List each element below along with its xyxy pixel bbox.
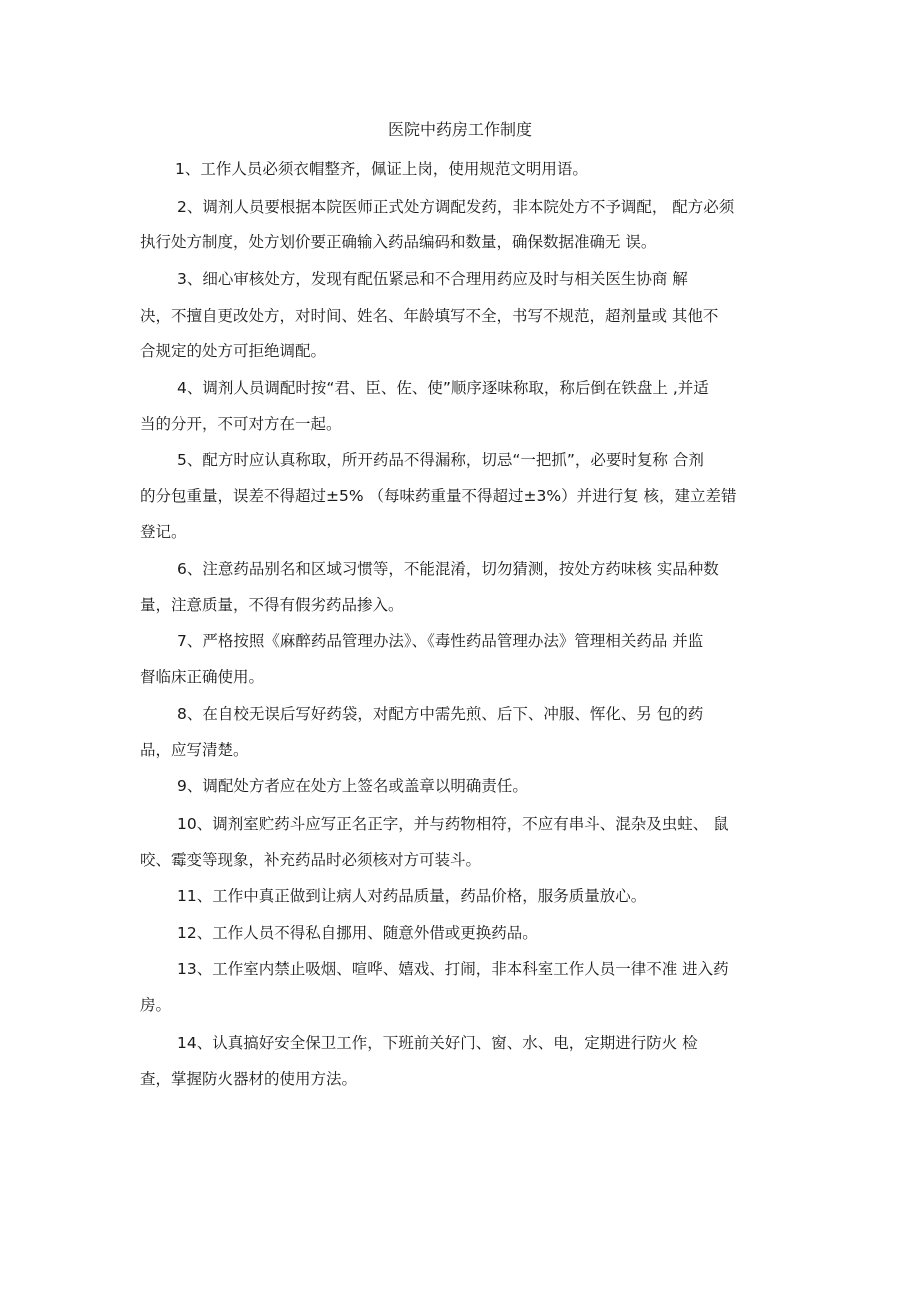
rule-7-line-2: 督临床正确使用。 (140, 668, 265, 686)
rule-3-line-2: 决，不擅自更改处方，对时间、姓名、年龄填写不全，书写不规范，超剂量或 其他不 (140, 307, 719, 325)
rule-13-line-1: 13、工作室内禁止吸烟、喧哗、嬉戏、打闹，非本科室工作人员一律不准 进入药 (177, 960, 729, 978)
rule-2-line-1: 2、调剂人员要根据本院医师正式处方调配发药，非本院处方不予调配， 配方必须 (177, 198, 735, 216)
rule-4-line-2: 当的分开，不可对方在一起。 (140, 415, 342, 433)
rule-6-line-1: 6、注意药品别名和区域习惯等，不能混淆，切勿猜测，按处方药味核 实品种数 (177, 560, 719, 578)
rule-12-line-1: 12、工作人员不得私自挪用、随意外借或更换药品。 (177, 924, 538, 942)
rule-13-line-2: 房。 (140, 996, 172, 1014)
rule-3-line-3: 合规定的处方可拒绝调配。 (140, 342, 327, 360)
rule-5-line-3: 登记。 (140, 523, 187, 541)
rule-14-line-2: 查，掌握防火器材的使用方法。 (140, 1070, 358, 1088)
rule-11-line-1: 11、工作中真正做到让病人对药品质量，药品价格，服务质量放心。 (177, 887, 647, 905)
rule-7-line-1: 7、严格按照《麻醉药品管理办法》、《毒性药品管理办法》管理相关药品 并监 (177, 632, 704, 650)
rule-5-line-2: 的分包重量，误差不得超过±5% （每味药重量不得超过±3%）并进行复 核，建立差错 (140, 487, 737, 505)
rule-9-line-1: 9、调配处方者应在处方上签名或盖章以明确责任。 (177, 777, 528, 795)
rule-3-line-1: 3、细心审核处方，发现有配伍紧忌和不合理用药应及时与相关医生协商 解 (177, 270, 688, 288)
rule-6-line-2: 量，注意质量，不得有假劣药品掺入。 (140, 596, 404, 614)
rule-14-line-1: 14、认真搞好安全保卫工作，下班前关好门、窗、水、电，定期进行防火 检 (177, 1034, 698, 1052)
rule-10-line-1: 10、调剂室贮药斗应写正名正字，并与药物相符，不应有串斗、混杂及虫蛀、 鼠 (177, 815, 729, 833)
rule-8-line-1: 8、在自校无误后写好药袋，对配方中需先煎、后下、冲服、恽化、另 包的药 (177, 705, 704, 723)
rule-8-line-2: 品，应写清楚。 (140, 741, 249, 759)
rule-1-line-1: 1、工作人员必须衣帽整齐，佩证上岗，使用规范文明用语。 (175, 160, 588, 178)
rule-10-line-2: 咬、霉变等现象，补充药品时必须核对方可装斗。 (140, 851, 482, 869)
rule-4-line-1: 4、调剂人员调配时按“君、臣、佐、使”顺序逐味称取，称后倒在铁盘上 ,并适 (177, 379, 709, 397)
document-title: 医院中药房工作制度 (387, 120, 532, 139)
rule-5-line-1: 5、配方时应认真称取，所开药品不得漏称，切忌“一把抓”，必要时复称 合剂 (177, 451, 704, 469)
rule-2-line-2: 执行处方制度，处方划价要正确输入药品编码和数量，确保数据准确无 误。 (140, 233, 657, 251)
